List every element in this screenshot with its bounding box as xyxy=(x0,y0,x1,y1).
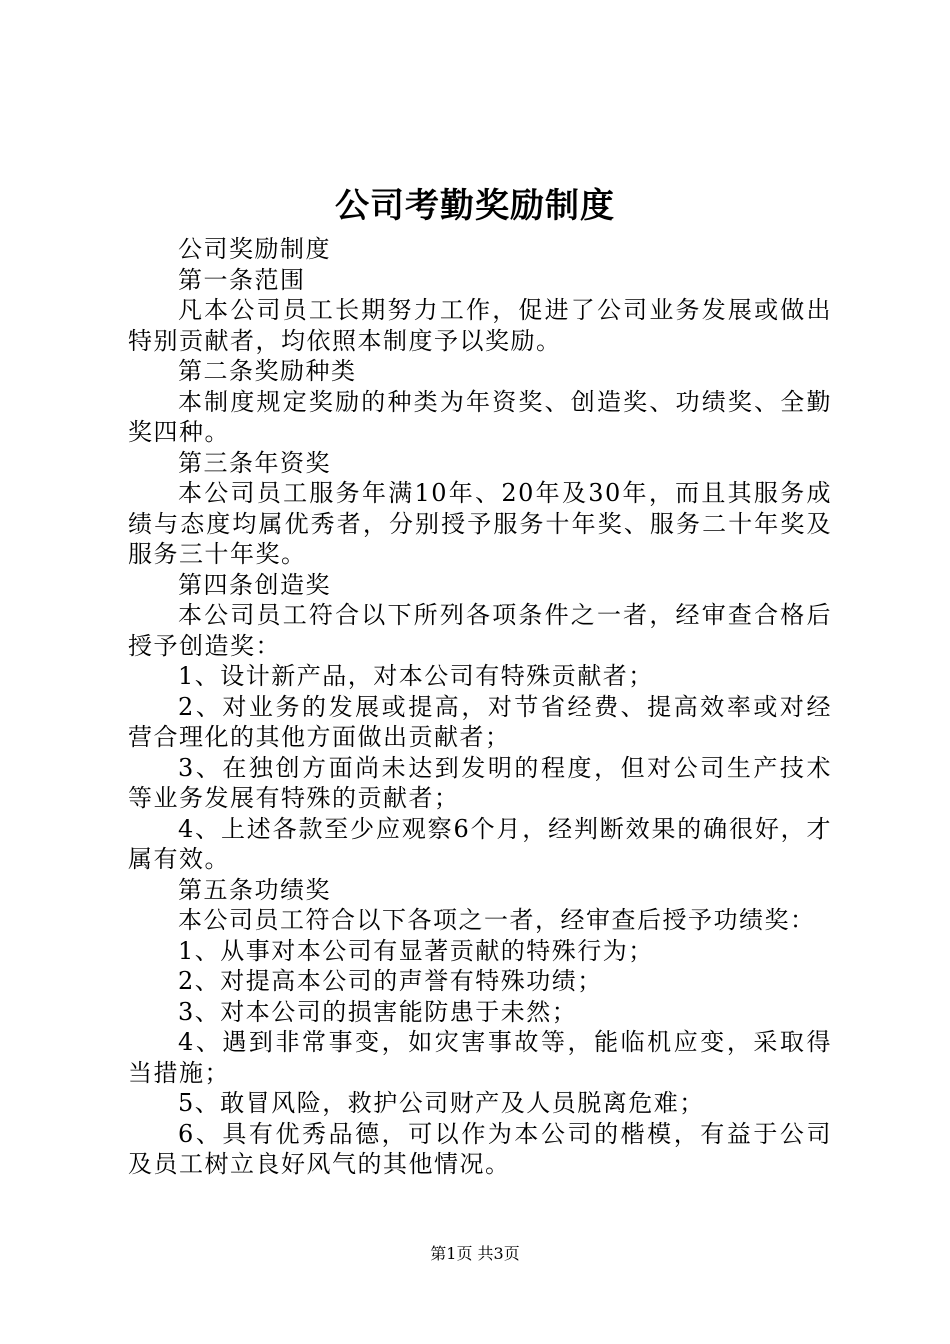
article-4-text: 本公司员工符合以下所列各项条件之一者，经审查合格后授予创造奖： xyxy=(128,601,832,660)
page-number-footer: 第1页 共3页 xyxy=(430,1244,520,1263)
list-item: 2、对提高本公司的声誉有特殊功绩； xyxy=(178,967,603,995)
list-item: 1、从事对本公司有显著贡献的特殊行为； xyxy=(178,936,654,965)
list-item: 4、遇到非常事变，如灾害事故等，能临机应变，采取得当措施； xyxy=(128,1028,832,1087)
article-1-text: 凡本公司员工长期努力工作，促进了公司业务发展或做出特别贡献者，均依照本制度予以奖励。 xyxy=(128,296,832,355)
article-5-text: 本公司员工符合以下各项之一者，经审查后授予功绩奖： xyxy=(178,906,816,934)
article-5-heading: 第五条功绩奖 xyxy=(178,875,331,904)
article-2-heading: 第二条奖励种类 xyxy=(178,357,357,385)
list-item: 1、设计新产品，对本公司有特殊贡献者； xyxy=(178,662,654,690)
list-item: 2、对业务的发展或提高，对节省经费、提高效率或对经营合理化的其他方面做出贡献者； xyxy=(128,692,832,751)
list-item: 4、上述各款至少应观察6个月，经判断效果的确很好，才属有效。 xyxy=(128,814,832,873)
article-4-heading: 第四条创造奖 xyxy=(178,570,331,599)
list-item: 6、具有优秀品德，可以作为本公司的楷模，有益于公司及员工树立良好风气的其他情况。 xyxy=(128,1119,832,1178)
list-item: 3、在独创方面尚未达到发明的程度，但对公司生产技术等业务发展有特殊的贡献者； xyxy=(128,753,832,812)
article-3-heading: 第三条年资奖 xyxy=(178,448,331,477)
paragraph-heading: 公司奖励制度 xyxy=(178,235,331,263)
list-item: 3、对本公司的损害能防患于未然； xyxy=(178,997,578,1026)
document-body xyxy=(128,234,832,1180)
article-2-text: 本制度规定奖励的种类为年资奖、创造奖、功绩奖、全勤奖四种。 xyxy=(128,387,832,446)
article-1-heading: 第一条范围 xyxy=(178,265,306,294)
list-item: 5、敢冒风险，救护公司财产及人员脱离危难； xyxy=(178,1089,705,1117)
article-3-text: 本公司员工服务年满10年、20年及30年，而且其服务成绩与态度均属优秀者，分别授予服务十年奖、服务二十年奖及服务三十年奖。 xyxy=(128,479,832,568)
document-title: 公司考勤奖励制度 xyxy=(335,186,615,226)
